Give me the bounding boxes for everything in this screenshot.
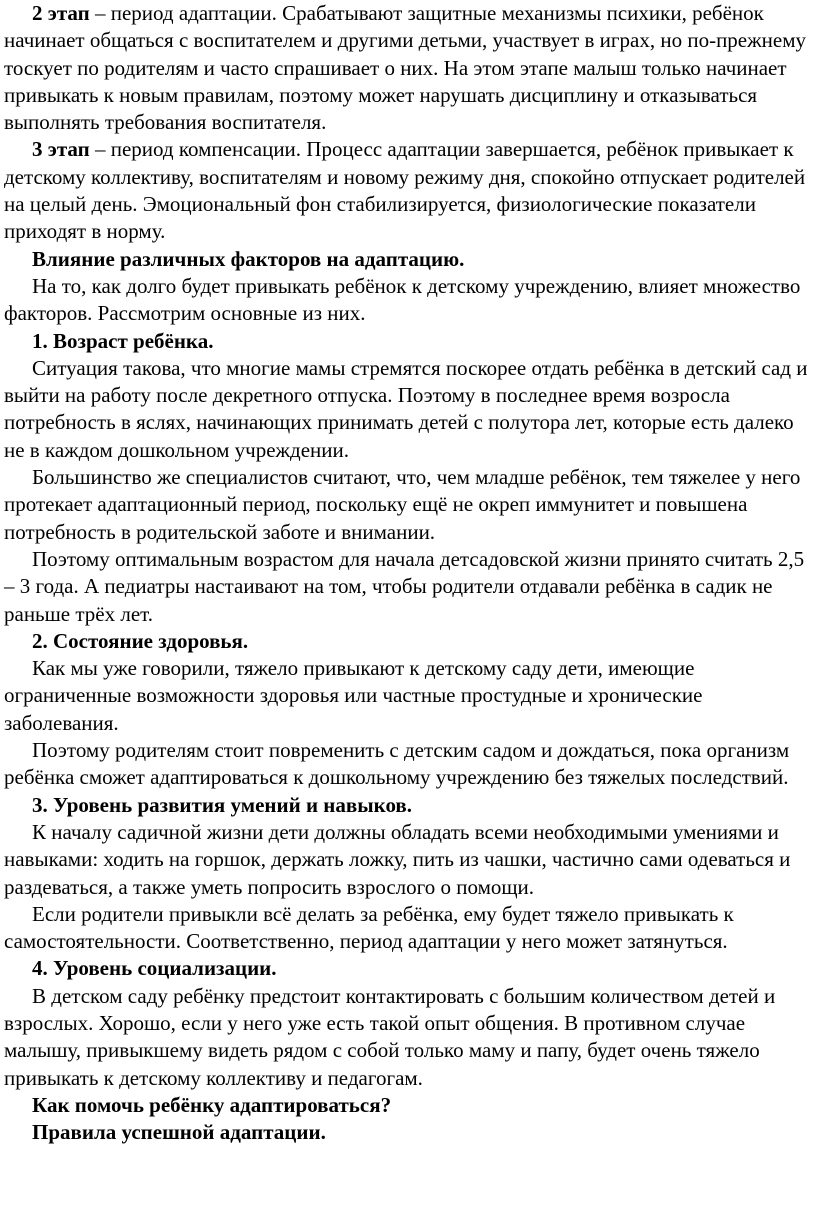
skills-heading: 3. Уровень развития умений и навыков. <box>32 792 413 817</box>
help-question-heading: Как помочь ребёнку адаптироваться? <box>32 1092 392 1117</box>
stage3-paragraph <box>4 136 812 245</box>
social-paragraph-1: В детском саду ребёнку предстоит контактировать с большим количеством детей и взрослых. Хорошо, если у него уже есть такой опыт общения. В противном случае малышу, привыкшему видеть рядом с собой только маму и папу, будет очень тяжело привыкать к детскому коллективу и педагогам. <box>4 983 776 1090</box>
stage3-text: – период компенсации. Процесс адаптации завершается, ребёнок привыкает к детскому коллективу, воспитателям и новому режиму дня, спокойно отпускает родителей на целый день. Эмоциональный фон стабилизируется, физиологические показатели приходят в норму. <box>4 137 806 244</box>
stage2-label: 2 этап <box>32 1 90 25</box>
factors-heading: Влияние различных факторов на адаптацию. <box>32 246 465 271</box>
health-heading: 2. Состояние здоровья. <box>32 628 249 653</box>
stage2-paragraph <box>4 0 812 136</box>
health-paragraph-2: Поэтому родителям стоит повременить с детским садом и дождаться, пока организм ребёнка сможет адаптироваться к дошкольному учреждению без тяжелых последствий. <box>4 738 790 790</box>
skills-paragraph-2: Если родители привыкли всё делать за ребёнка, ему будет тяжело привыкать к самостоятельности. Соответственно, период адаптации у него может затянуться. <box>4 901 734 954</box>
factors-intro: На то, как долго будет привыкать ребёнок к детскому учреждению, влияет множество факторов. Рассмотрим основные из них. <box>4 273 801 326</box>
skills-paragraph-1: К началу садичной жизни дети должны обладать всеми необходимыми умениями и навыками: ходить на горшок, держать ложку, пить из чашки, частично сами одеваться и раздеваться, а также уметь попросить взрослого о помощи. <box>4 819 791 899</box>
age-heading: 1. Возраст ребёнка. <box>32 328 214 353</box>
stage2-text: – период адаптации. Срабатывают защитные механизмы психики, ребёнок начинает общаться с воспитателем и другими детьми, участвует в играх, но по-прежнему тоскует по родителям и часто спрашивает о них. На этом этапе малыш только начинает привыкать к новым правилам, поэтому может нарушать дисциплину и отказываться выполнять требования воспитателя. <box>4 1 806 135</box>
stage3-label: 3 этап <box>32 137 90 162</box>
age-paragraph-1: Ситуация такова, что многие мамы стремятся поскорее отдать ребёнка в детский сад и выйти на работу после декретного отпуска. Поэтому в последнее время возросла потребность в яслях, начинающих принимать детей с полутора лет, которые есть далеко не в каждом дошкольном учреждении. <box>4 355 808 462</box>
rules-heading: Правила успешной адаптации. <box>32 1120 326 1145</box>
health-paragraph-1: Как мы уже говорили, тяжело привыкают к детскому саду дети, имеющие ограниченные возможности здоровья или частные простудные и хронические заболевания. <box>4 656 703 735</box>
social-heading: 4. Уровень социализации. <box>32 956 277 981</box>
age-paragraph-3: Поэтому оптимальным возрастом для начала детсадовской жизни принято считать 2,5 – 3 года. А педиатры настаивают на том, чтобы родители отдавали ребёнка в садик не раньше трёх лет. <box>4 546 805 626</box>
age-paragraph-2: Большинство же специалистов считают, что, чем младше ребёнок, тем тяжелее у него протекает адаптационный период, поскольку ещё не окреп иммунитет и повышена потребность в родительской заботе и внимании. <box>4 465 801 544</box>
